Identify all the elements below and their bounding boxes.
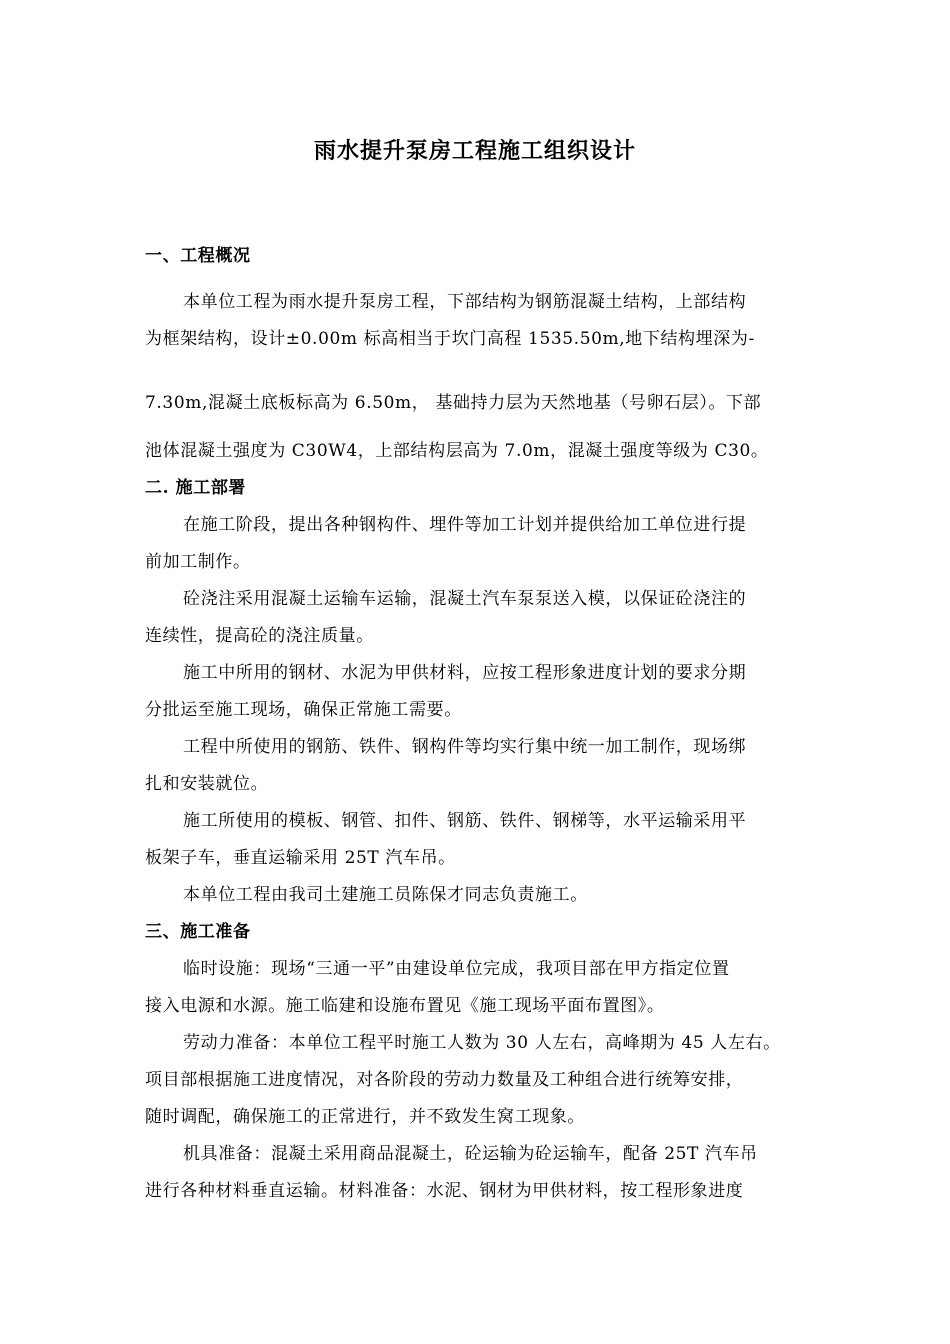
paragraph-line: 本单位工程为雨水提升泵房工程，下部结构为钢筋混凝土结构，上部结构	[183, 292, 747, 312]
section-heading-deployment: 二. 施工部署	[145, 478, 247, 498]
paragraph-line: 为框架结构，设计±0.00m 标高相当于坎门高程 1535.50m,地下结构埋深为-	[145, 329, 755, 349]
paragraph-line: 7.30m,混凝土底板标高为 6.50m， 基础持力层为天然地基（号卵石层）。下部	[145, 393, 762, 413]
paragraph-line: 项目部根据施工进度情况，对各阶段的劳动力数量及工种组合进行统筹安排，	[145, 1070, 744, 1090]
paragraph-line: 连续性，提高砼的浇注质量。	[145, 626, 374, 646]
paragraph-line: 在施工阶段，提出各种钢构件、埋件等加工计划并提供给加工单位进行提	[183, 515, 747, 535]
paragraph-line: 本单位工程由我司土建施工员陈保才同志负责施工。	[183, 885, 588, 905]
section-heading-preparation: 三、施工准备	[145, 922, 251, 942]
paragraph-line: 砼浇注采用混凝土运输车运输，混凝土汽车泵泵送入模，以保证砼浇注的	[183, 589, 747, 609]
paragraph-line: 施工中所用的钢材、水泥为甲供材料，应按工程形象进度计划的要求分期	[183, 663, 747, 683]
paragraph-line: 临时设施：现场“三通一平”由建设单位完成，我项目部在甲方指定位置	[183, 959, 730, 979]
paragraph-line: 劳动力准备：本单位工程平时施工人数为 30 人左右，高峰期为 45 人左右。	[183, 1033, 781, 1053]
paragraph-line: 进行各种材料垂直运输。材料准备：水泥、钢材为甲供材料，按工程形象进度	[145, 1181, 744, 1201]
paragraph-line: 机具准备：混凝土采用商品混凝土，砼运输为砼运输车，配备 25T 汽车吊	[183, 1144, 758, 1164]
paragraph-line: 板架子车，垂直运输采用 25T 汽车吊。	[145, 848, 456, 868]
paragraph-line: 随时调配，确保施工的正常进行，并不致发生窝工现象。	[145, 1107, 585, 1127]
paragraph-line: 工程中所使用的钢筋、铁件、钢构件等均实行集中统一加工制作，现场绑	[183, 737, 747, 757]
paragraph-line: 分批运至施工现场，确保正常施工需要。	[145, 700, 462, 720]
paragraph-line: 接入电源和水源。施工临建和设施布置见《施工现场平面布置图》。	[145, 996, 665, 1016]
paragraph-line: 前加工制作。	[145, 552, 251, 572]
section-heading-overview: 一、工程概况	[145, 246, 251, 266]
document-title: 雨水提升泵房工程施工组织设计	[313, 138, 636, 164]
paragraph-line: 扎和安装就位。	[145, 774, 269, 794]
paragraph-line: 池体混凝土强度为 C30W4，上部结构层高为 7.0m，混凝土强度等级为 C30。	[145, 441, 769, 461]
paragraph-line: 施工所使用的模板、钢管、扣件、钢筋、铁件、钢梯等，水平运输采用平	[183, 811, 747, 831]
